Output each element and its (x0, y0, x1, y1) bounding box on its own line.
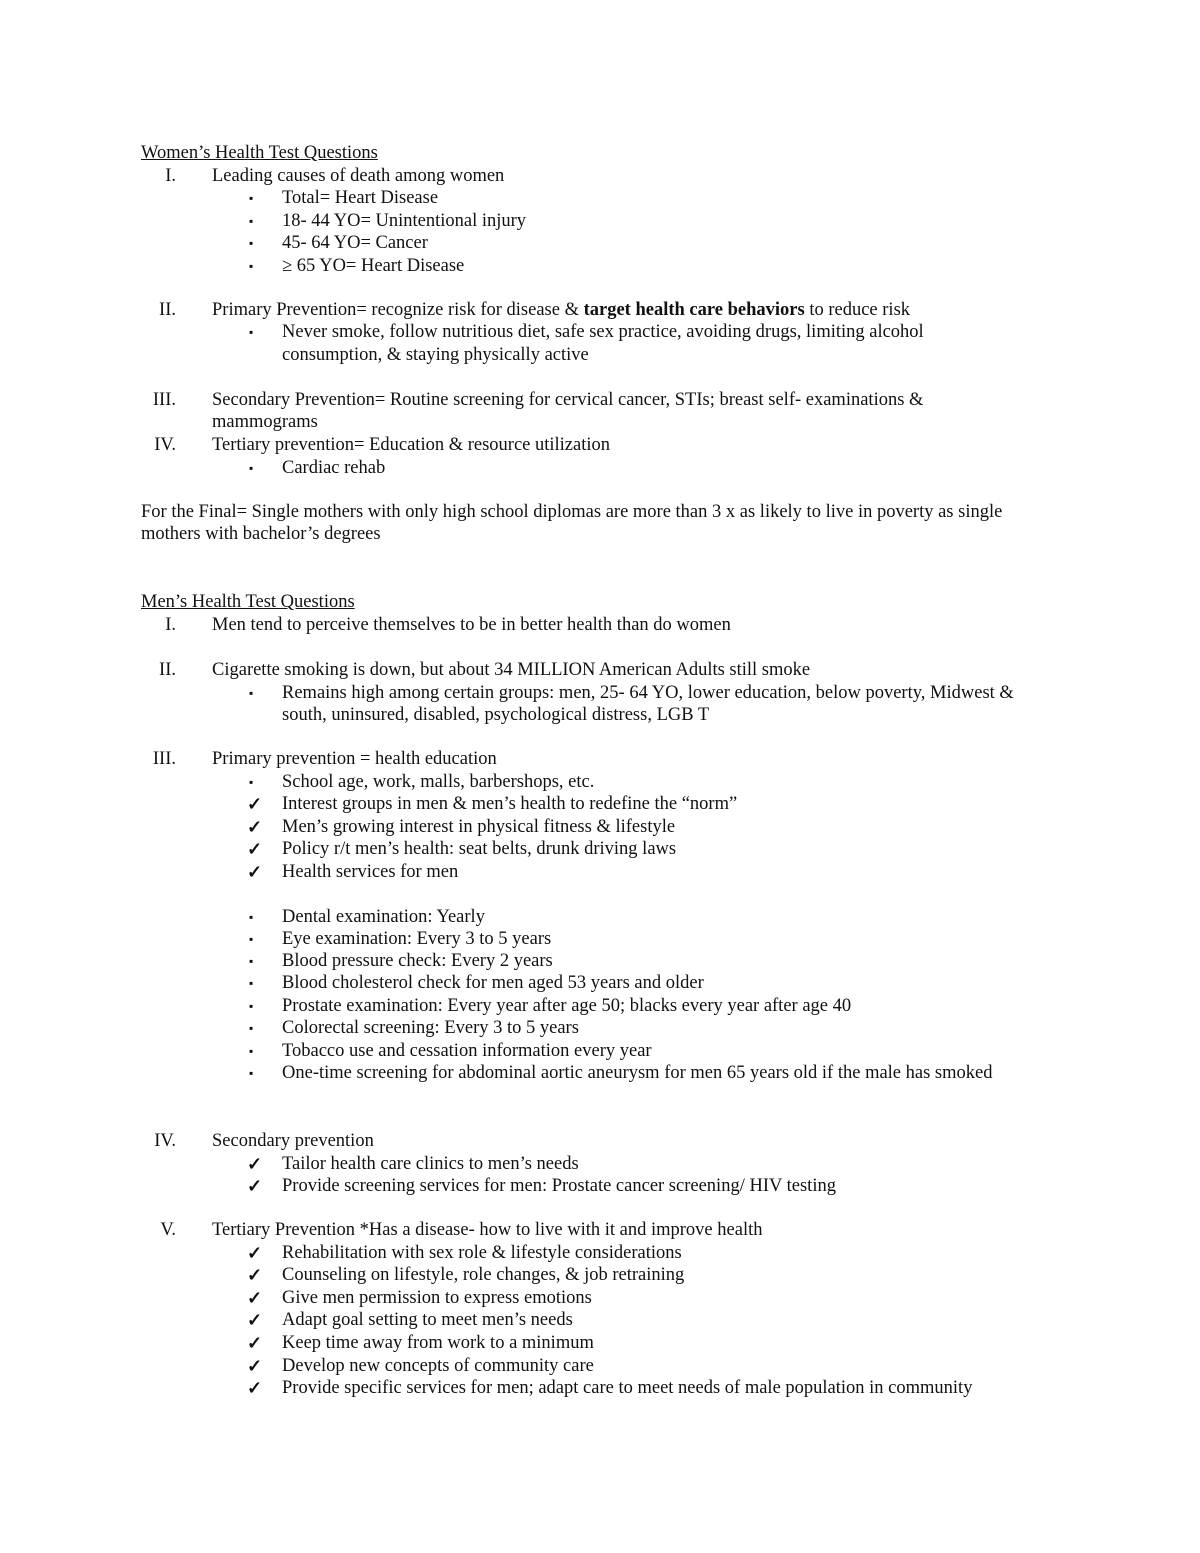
checkmark-icon (247, 838, 262, 860)
womens-heading: Women’s Health Test Questions (141, 143, 378, 163)
section-number: III. (152, 390, 176, 410)
bullet-item: Total= Heart Disease (282, 188, 439, 208)
bullet-item: School age, work, malls, barbershops, etc. (282, 772, 595, 792)
checkmark-icon (247, 1377, 262, 1399)
bullet-icon (249, 255, 253, 277)
check-item: Interest groups in men & men’s health to redefine the “norm” (282, 794, 738, 814)
bullet-icon (249, 1040, 253, 1062)
section-title: Tertiary prevention= Education & resource utilization (212, 435, 611, 455)
section-title: Tertiary Prevention *Has a disease- how to live with it and improve health (212, 1220, 763, 1240)
section-number: IV. (154, 435, 176, 455)
checkmark-icon (247, 1242, 262, 1264)
bullet-item: 45- 64 YO= Cancer (282, 233, 428, 253)
bullet-icon (249, 457, 253, 479)
check-item: Health services for men (282, 862, 459, 882)
section-number: IV. (154, 1131, 176, 1151)
checkmark-icon (247, 1355, 262, 1377)
check-item: Provide screening services for men: Prostate cancer screening/ HIV testing (282, 1176, 836, 1196)
bullet-item: Tobacco use and cessation information every year (282, 1041, 652, 1061)
mens-heading: Men’s Health Test Questions (141, 592, 355, 612)
bullet-item: 18- 44 YO= Unintentional injury (282, 211, 527, 231)
bullet-item-continued: consumption, & staying physically active (282, 345, 589, 365)
bullet-icon (249, 682, 253, 704)
bullet-icon (249, 321, 253, 343)
section-number: II. (159, 300, 176, 320)
check-item: Policy r/t men’s health: seat belts, drunk driving laws (282, 839, 677, 859)
final-note-continued: mothers with bachelor’s degrees (141, 524, 381, 544)
bullet-item: Cardiac rehab (282, 458, 386, 478)
section-title: Primary prevention = health education (212, 749, 497, 769)
bullet-item: Blood pressure check: Every 2 years (282, 951, 553, 971)
checkmark-icon (247, 1264, 262, 1286)
check-item: Provide specific services for men; adapt care to meet needs of male population in community (282, 1378, 973, 1398)
bullet-item: One-time screening for abdominal aortic aneurysm for men 65 years old if the male has smoked (282, 1063, 993, 1083)
section-title: Secondary Prevention= Routine screening for cervical cancer, STIs; breast self- examinations & (212, 390, 924, 410)
text-fragment: to reduce risk (804, 300, 911, 320)
section-number: I. (165, 615, 176, 635)
check-item: Adapt goal setting to meet men’s needs (282, 1310, 573, 1330)
bullet-icon (249, 210, 253, 232)
checkmark-icon (247, 1309, 262, 1331)
bullet-icon (249, 950, 253, 972)
bullet-item: Remains high among certain groups: men, 25- 64 YO, lower education, below poverty, Midwest & (282, 683, 1014, 703)
checkmark-icon (247, 1287, 262, 1309)
bullet-icon (249, 771, 253, 793)
bullet-item-continued: south, uninsured, disabled, psychological distress, LGB T (282, 705, 710, 725)
text-fragment: Primary Prevention= recognize risk for disease & (212, 300, 584, 320)
bold-phrase: target health care behaviors (583, 300, 805, 320)
check-item: Keep time away from work to a minimum (282, 1333, 594, 1353)
check-item: Give men permission to express emotions (282, 1288, 592, 1308)
checkmark-icon (247, 861, 262, 883)
bullet-item: Never smoke, follow nutritious diet, safe sex practice, avoiding drugs, limiting alcohol (282, 322, 924, 342)
section-title-continued: mammograms (212, 412, 318, 432)
bullet-item: Colorectal screening: Every 3 to 5 years (282, 1018, 579, 1038)
bullet-icon (249, 995, 253, 1017)
checkmark-icon (247, 1332, 262, 1354)
section-title: Secondary prevention (212, 1131, 374, 1151)
section-number: II. (159, 660, 176, 680)
checkmark-icon (247, 1153, 262, 1175)
check-item: Men’s growing interest in physical fitness & lifestyle (282, 817, 676, 837)
bullet-item: Blood cholesterol check for men aged 53 years and older (282, 973, 704, 993)
bullet-icon (249, 1062, 253, 1084)
final-note: For the Final= Single mothers with only high school diplomas are more than 3 x as likely to live in poverty as single (141, 502, 1003, 522)
checkmark-icon (247, 1175, 262, 1197)
section-title (212, 299, 910, 321)
bullet-icon (249, 1017, 253, 1039)
bullet-icon (249, 972, 253, 994)
section-number: V. (160, 1220, 176, 1240)
bullet-item: Eye examination: Every 3 to 5 years (282, 929, 552, 949)
checkmark-icon (247, 793, 262, 815)
section-number: I. (165, 166, 176, 186)
check-item: Develop new concepts of community care (282, 1356, 594, 1376)
bullet-icon (249, 928, 253, 950)
section-number: III. (152, 749, 176, 769)
section-title: Cigarette smoking is down, but about 34 MILLION American Adults still smoke (212, 660, 811, 680)
check-item: Counseling on lifestyle, role changes, & job retraining (282, 1265, 685, 1285)
check-item: Tailor health care clinics to men’s needs (282, 1154, 579, 1174)
bullet-item: Prostate examination: Every year after age 50; blacks every year after age 40 (282, 996, 852, 1016)
bullet-item: Dental examination: Yearly (282, 907, 485, 927)
bullet-icon (249, 906, 253, 928)
bullet-item: ≥ 65 YO= Heart Disease (282, 256, 465, 276)
section-title: Men tend to perceive themselves to be in better health than do women (212, 615, 731, 635)
check-item: Rehabilitation with sex role & lifestyle considerations (282, 1243, 682, 1263)
bullet-icon (249, 232, 253, 254)
bullet-icon (249, 187, 253, 209)
checkmark-icon (247, 816, 262, 838)
section-title: Leading causes of death among women (212, 166, 505, 186)
